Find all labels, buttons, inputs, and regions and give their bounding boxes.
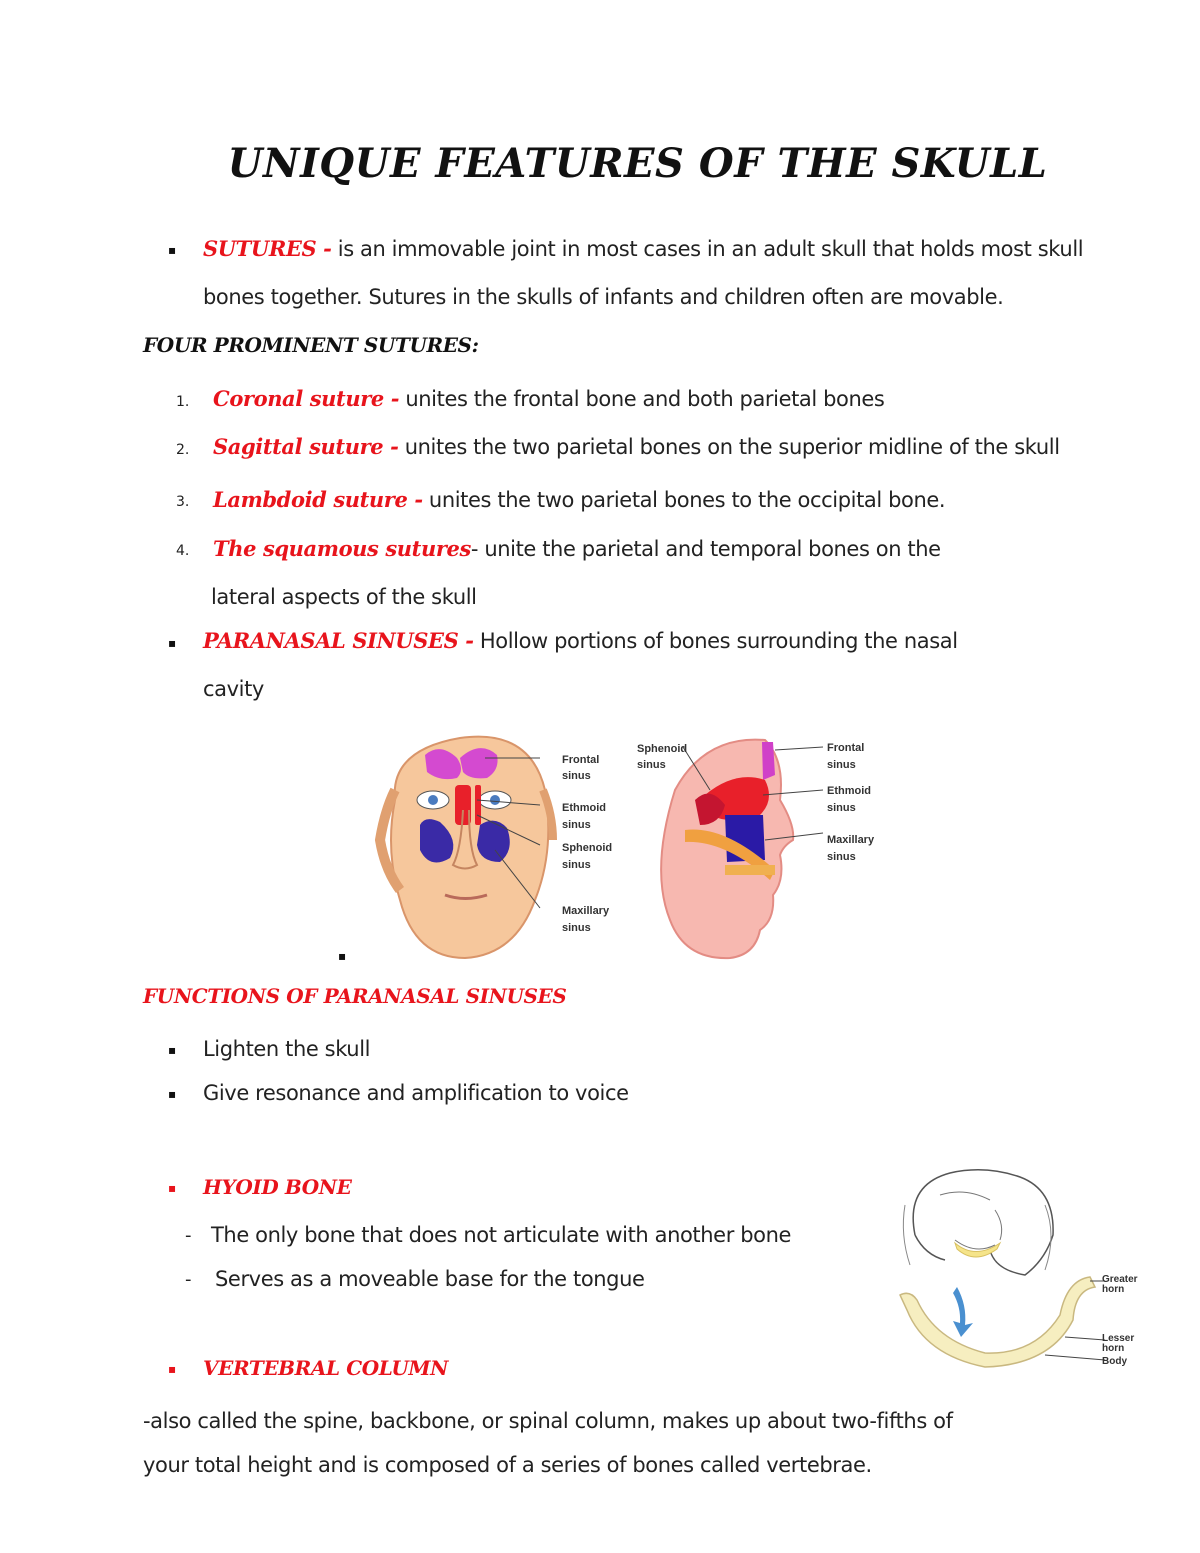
coronal-term: Coronal suture - xyxy=(213,386,400,411)
bullet-icon: ▪ xyxy=(168,1087,177,1101)
label-lesser-horn-2: horn xyxy=(1102,1343,1125,1354)
hyoid-heading: HYOID BONE xyxy=(203,1175,352,1199)
four-sutures-heading: FOUR PROMINENT SUTURES: xyxy=(143,333,479,357)
paranasal-line-1 xyxy=(203,628,958,654)
sinus-side-view-figure xyxy=(635,730,885,965)
vertebral-text-2: your total height and is composed of a series of bones called vertebrae. xyxy=(143,1453,872,1477)
list-number: 1. xyxy=(176,394,190,410)
vertebral-heading: VERTEBRAL COLUMN xyxy=(203,1356,448,1380)
label-side-ethmoid-2: sinus xyxy=(827,802,856,814)
dash-icon: - xyxy=(185,1225,192,1246)
label-maxillary-sinus-2: sinus xyxy=(562,922,591,934)
label-sphenoid-sinus: Sphenoid xyxy=(562,842,613,854)
sutures-text-1: is an immovable joint in most cases in an adult skull that holds most skull xyxy=(331,237,1084,261)
label-ethmoid-sinus-2: sinus xyxy=(562,819,591,831)
bullet-icon: ▪ xyxy=(168,243,177,257)
label-side-maxillary-2: sinus xyxy=(827,851,856,863)
paranasal-term: PARANASAL SINUSES - xyxy=(203,628,474,653)
function-item-1: Lighten the skull xyxy=(203,1037,371,1061)
label-side-sphenoid-2: sinus xyxy=(637,759,666,771)
lambdoid-text: unites the two parietal bones to the occipital bone. xyxy=(422,488,946,512)
list-item-lambdoid xyxy=(213,487,945,513)
label-side-ethmoid: Ethmoid xyxy=(827,785,871,797)
label-maxillary-sinus: Maxillary xyxy=(562,905,610,917)
label-side-frontal-2: sinus xyxy=(827,759,856,771)
vertebral-text-1: -also called the spine, backbone, or spinal column, makes up about two-fifths of xyxy=(143,1409,953,1433)
list-item-sagittal xyxy=(213,434,1060,460)
squamous-text: - unite the parietal and temporal bones on the xyxy=(470,537,941,561)
coronal-text: unites the frontal bone and both parietal bones xyxy=(399,387,885,411)
bullet-icon: ▪ xyxy=(168,636,177,650)
paranasal-text-2: cavity xyxy=(203,677,264,701)
list-item-squamous xyxy=(213,536,941,562)
label-sphenoid-sinus-2: sinus xyxy=(562,859,591,871)
dash-icon: - xyxy=(185,1269,192,1290)
functions-heading: FUNCTIONS OF PARANASAL SINUSES xyxy=(143,984,567,1008)
label-greater-horn-2: horn xyxy=(1102,1284,1125,1295)
list-item-coronal xyxy=(213,386,884,412)
label-frontal-sinus-2: sinus xyxy=(562,770,591,782)
list-number: 3. xyxy=(176,494,190,510)
sutures-term: SUTURES - xyxy=(203,236,332,261)
label-greater-horn: Greater xyxy=(1102,1274,1138,1285)
label-lesser-horn: Lesser xyxy=(1102,1333,1135,1344)
list-number: 2. xyxy=(176,442,190,458)
paranasal-text-1: Hollow portions of bones surrounding the nasal xyxy=(473,629,958,653)
squamous-term: The squamous sutures xyxy=(213,536,471,561)
label-side-sphenoid: Sphenoid xyxy=(637,743,688,755)
sutures-line-1 xyxy=(203,236,1083,262)
page-title: UNIQUE FEATURES OF THE SKULL xyxy=(227,140,1048,187)
label-side-maxillary: Maxillary xyxy=(827,834,875,846)
hyoid-item-1: The only bone that does not articulate with another bone xyxy=(211,1223,792,1247)
label-frontal-sinus: Frontal xyxy=(562,754,600,766)
sagittal-text: unites the two parietal bones on the superior midline of the skull xyxy=(398,435,1060,459)
bullet-icon: ▪ xyxy=(338,949,347,963)
lambdoid-term: Lambdoid suture - xyxy=(213,487,423,512)
hyoid-item-2: Serves as a moveable base for the tongue xyxy=(215,1267,645,1291)
sinus-front-view-figure xyxy=(365,730,625,965)
sagittal-term: Sagittal suture - xyxy=(213,434,399,459)
label-body: Body xyxy=(1102,1356,1127,1367)
sutures-text-2: bones together. Sutures in the skulls of infants and children often are movable. xyxy=(203,285,1004,309)
function-item-2: Give resonance and amplification to voice xyxy=(203,1081,629,1105)
label-ethmoid-sinus: Ethmoid xyxy=(562,802,606,814)
label-side-frontal: Frontal xyxy=(827,742,865,754)
hyoid-bone-figure xyxy=(895,1165,1160,1385)
squamous-text-2: lateral aspects of the skull xyxy=(211,585,477,609)
bullet-icon: ▪ xyxy=(168,1043,177,1057)
list-number: 4. xyxy=(176,543,190,559)
bullet-icon: ▪ xyxy=(168,1362,177,1376)
bullet-icon: ▪ xyxy=(168,1181,177,1195)
